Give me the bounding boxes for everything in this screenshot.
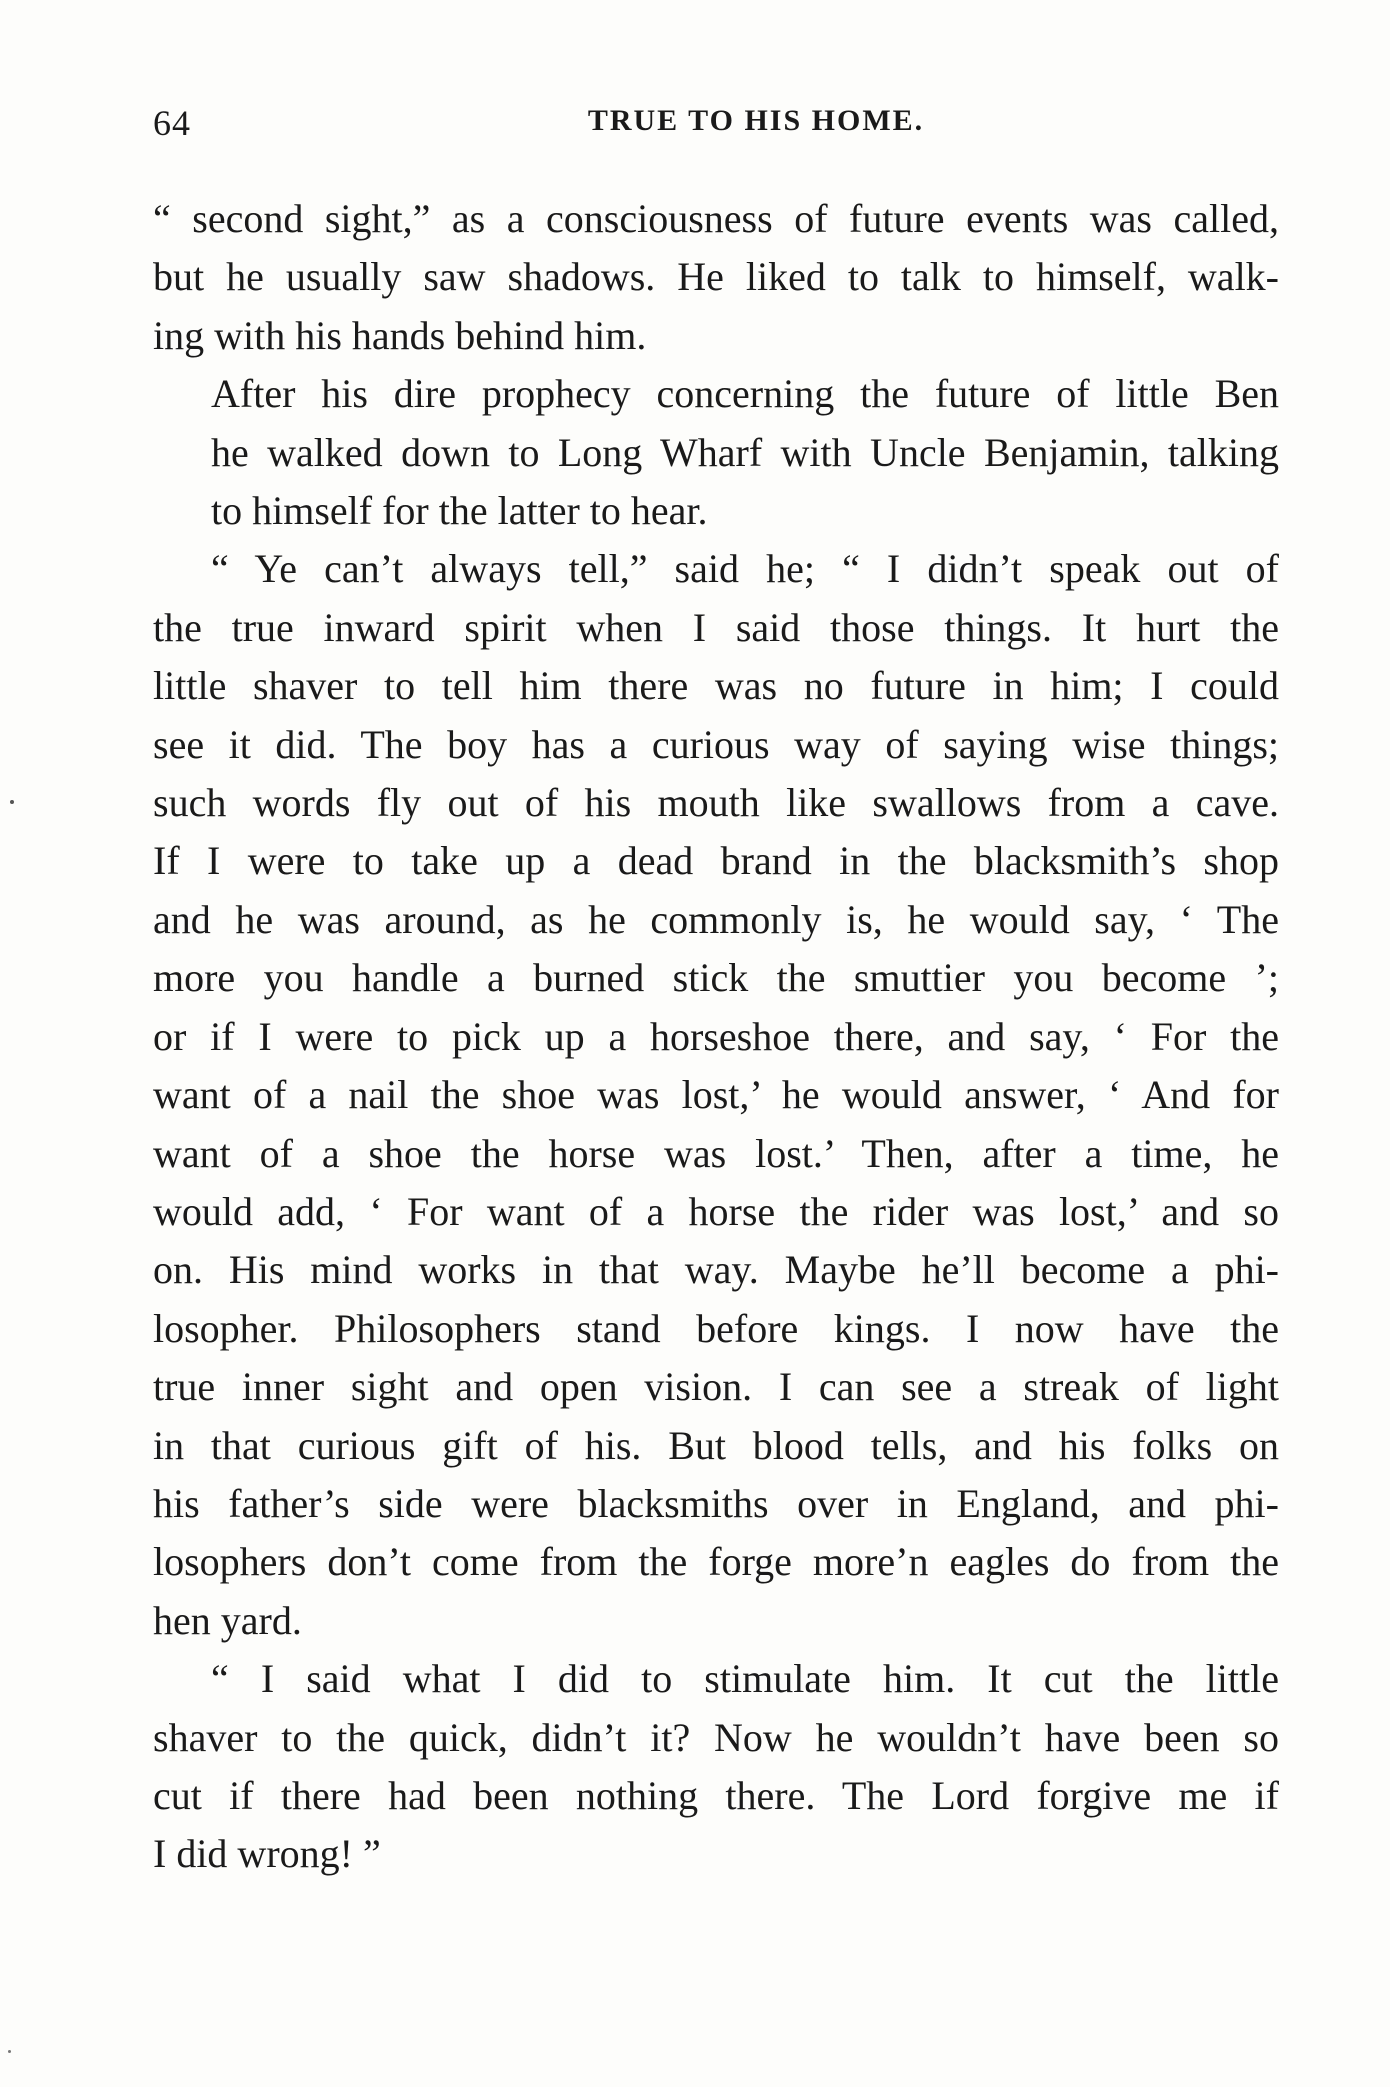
paragraph-1	[153, 190, 1279, 365]
running-title: TRUE TO HIS HOME.	[587, 104, 925, 137]
text-line: would add, ‘ For want of a horse the rider was lost,’ and so	[153, 1188, 1279, 1234]
text-line: see it did. The boy has a curious way of saying wise things;	[153, 721, 1279, 767]
text-line: little shaver to tell him there was no future in him; I could	[153, 663, 1279, 709]
text-line: want of a nail the shoe was lost,’ he would answer, ‘ And for	[153, 1072, 1279, 1118]
text-line: the true inward spirit when I said those things. It hurt the	[153, 604, 1279, 650]
page-number: 64	[153, 103, 191, 143]
text-line: losopher. Philosophers stand before kings. I now have the	[153, 1305, 1279, 1351]
text-line: in that curious gift of his. But blood tells, and his folks on	[153, 1422, 1279, 1468]
body-text	[153, 190, 1279, 1884]
text-line: ing with his hands behind him.	[153, 312, 647, 358]
text-line: and he was around, as he commonly is, he would say, ‘ The	[153, 896, 1279, 942]
text-line: “ second sight,” as a consciousness of future events was called,	[153, 196, 1279, 241]
text-line: or if I were to pick up a horseshoe there, and say, ‘ For the	[153, 1013, 1279, 1059]
paragraph-3	[153, 540, 1279, 1650]
running-head	[153, 102, 1279, 142]
paragraph-4	[153, 1650, 1279, 1884]
text-line: cut if there had been nothing there. The Lord forgive me if	[153, 1772, 1279, 1818]
margin-speck	[10, 800, 14, 804]
margin-speck	[8, 2050, 11, 2053]
text-line: true inner sight and open vision. I can see a streak of light	[153, 1364, 1279, 1410]
text-line: losophers don’t come from the forge more’n eagles do from the	[153, 1539, 1279, 1585]
text-line: shaver to the quick, didn’t it? Now he wouldn’t have been so	[153, 1714, 1279, 1760]
text-line: but he usually saw shadows. He liked to talk to himself, walk-	[153, 254, 1279, 300]
text-line: his father’s side were blacksmiths over in England, and phi-	[153, 1480, 1279, 1526]
text-line: such words fly out of his mouth like swallows from a cave.	[153, 780, 1279, 826]
text-line: more you handle a burned stick the smuttier you become ’;	[153, 955, 1279, 1001]
text-line: he walked down to Long Wharf with Uncle Benjamin, talking	[211, 429, 1279, 475]
text-line: want of a shoe the horse was lost.’ Then, after a time, he	[153, 1130, 1279, 1176]
text-line: on. His mind works in that way. Maybe he’ll become a phi-	[153, 1247, 1279, 1293]
paragraph-2	[153, 365, 1279, 540]
text-line: to himself for the latter to hear.	[211, 488, 708, 534]
text-line: hen yard.	[153, 1597, 302, 1643]
text-line: I did wrong! ”	[153, 1831, 381, 1877]
text-line: “ Ye can’t always tell,” said he; “ I didn’t speak out of	[211, 546, 1279, 592]
text-line: After his dire prophecy concerning the future of little Ben	[211, 371, 1279, 417]
text-line: If I were to take up a dead brand in the blacksmith’s shop	[153, 838, 1279, 884]
text-line: “ I said what I did to stimulate him. It cut the little	[211, 1656, 1279, 1702]
